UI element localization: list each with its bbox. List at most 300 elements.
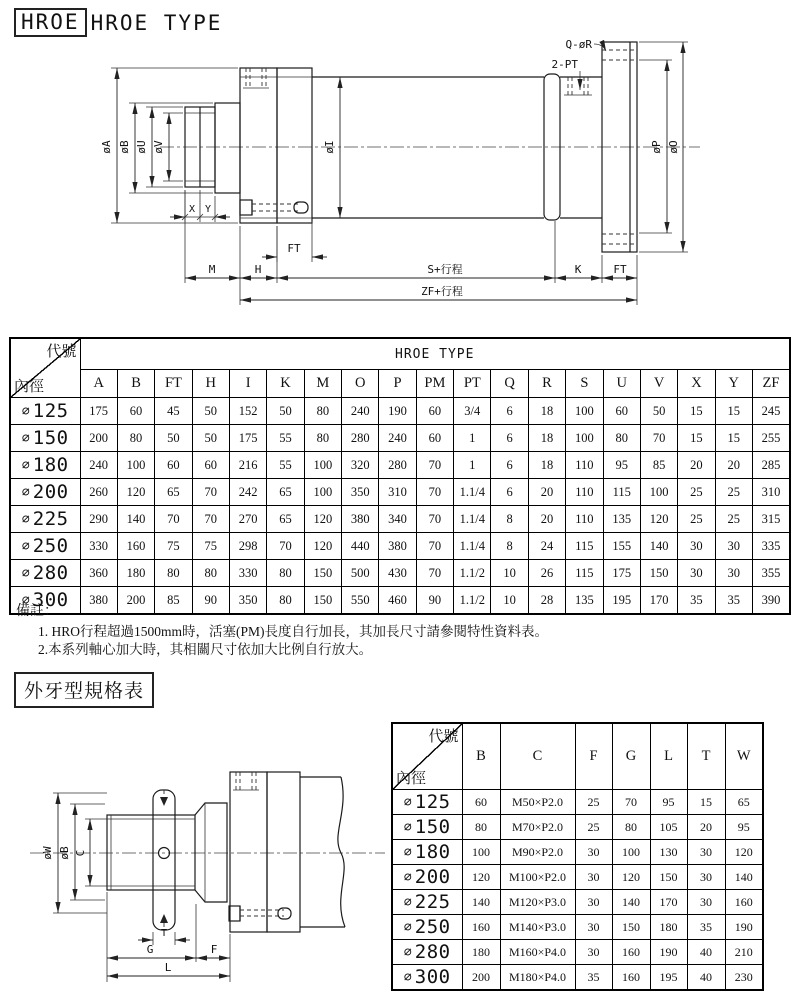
bore-label: ∅ 180 — [10, 452, 80, 479]
dim-value-cell: 460 — [379, 587, 416, 615]
dim-label-dia-a: øA — [100, 140, 113, 154]
dim-value-cell: 6 — [491, 479, 528, 506]
dim-value-cell: 1.1/4 — [454, 533, 491, 560]
column-header: M — [304, 370, 341, 398]
callout-2-pt: 2-PT — [551, 58, 578, 71]
table-row — [392, 790, 763, 815]
dim-value-cell: M140×P3.0 — [500, 915, 575, 940]
dim-value-cell: 280 — [342, 425, 379, 452]
cylinder-assembly-drawing — [0, 30, 800, 315]
dim-value-cell: M50×P2.0 — [500, 790, 575, 815]
bore-label: ∅ 200 — [392, 865, 462, 890]
dim-value-cell: 30 — [687, 840, 725, 865]
column-header: H — [192, 370, 229, 398]
dim-label-dia-b: øB — [118, 140, 131, 154]
dim-value-cell: 75 — [192, 533, 229, 560]
dim-value-cell: 60 — [603, 398, 640, 425]
dim-value-cell: 110 — [566, 479, 603, 506]
dim-value-cell: 180 — [117, 560, 154, 587]
table-row — [392, 890, 763, 915]
bore-label: ∅ 300 — [392, 965, 462, 991]
dim-value-cell: 25 — [575, 815, 612, 840]
dim-value-cell: 285 — [752, 452, 790, 479]
table-row — [10, 398, 790, 425]
dim-value-cell: 120 — [117, 479, 154, 506]
dim-value-cell: 150 — [304, 587, 341, 615]
dim-value-cell: 390 — [752, 587, 790, 615]
dim-value-cell: 20 — [687, 815, 725, 840]
dim-value-cell: 255 — [752, 425, 790, 452]
model-code-box: HROE — [14, 8, 87, 37]
callout-q-dia-r: Q-øR — [565, 38, 592, 51]
dim-value-cell: 440 — [342, 533, 379, 560]
dim-value-cell: 55 — [267, 425, 304, 452]
column-header: S — [566, 370, 603, 398]
dim-label-ft-left: FT — [287, 242, 301, 255]
dim-value-cell: 15 — [715, 425, 752, 452]
dim-value-cell: 100 — [304, 452, 341, 479]
dim-value-cell: 160 — [612, 965, 650, 991]
dim-value-cell: 280 — [379, 452, 416, 479]
dim-label-y: Y — [204, 204, 212, 215]
dim-value-cell: 30 — [715, 560, 752, 587]
bore-label: ∅ 180 — [392, 840, 462, 865]
column-header: K — [267, 370, 304, 398]
dim-label-dia-v: øV — [152, 140, 165, 154]
dim-value-cell: 240 — [379, 425, 416, 452]
dim-label-k: K — [574, 263, 582, 276]
dim-value-cell: 380 — [80, 587, 117, 615]
dim-value-cell: 70 — [192, 479, 229, 506]
dim-value-cell: 350 — [342, 479, 379, 506]
dim-value-cell: 50 — [640, 398, 677, 425]
dim-label-dia-w: øW — [41, 846, 54, 860]
dim-value-cell: 340 — [379, 506, 416, 533]
dim-value-cell: 15 — [715, 398, 752, 425]
dim-value-cell: 330 — [80, 533, 117, 560]
dim-value-cell: 1.1/2 — [454, 560, 491, 587]
external-thread-drawing — [0, 735, 390, 994]
dim-value-cell: 60 — [416, 425, 453, 452]
dim-value-cell: 10 — [491, 587, 528, 615]
dim-value-cell: 330 — [229, 560, 266, 587]
dim-value-cell: 30 — [575, 840, 612, 865]
doc-title-text: HROE TYPE — [90, 10, 223, 35]
dim-value-cell: 20 — [678, 452, 715, 479]
bore-label: ∅ 225 — [10, 506, 80, 533]
dim-value-cell: M70×P2.0 — [500, 815, 575, 840]
column-header: W — [725, 723, 763, 790]
bore-label: ∅ 150 — [392, 815, 462, 840]
dim-value-cell: 350 — [229, 587, 266, 615]
dim-value-cell: M90×P2.0 — [500, 840, 575, 865]
dim-value-cell: 80 — [612, 815, 650, 840]
dim-value-cell: 430 — [379, 560, 416, 587]
dim-value-cell: 240 — [80, 452, 117, 479]
dim-value-cell: 65 — [267, 479, 304, 506]
dim-value-cell: 70 — [416, 479, 453, 506]
dim-value-cell: 105 — [650, 815, 687, 840]
dim-value-cell: 30 — [715, 533, 752, 560]
column-header: T — [687, 723, 725, 790]
dim-value-cell: 155 — [603, 533, 640, 560]
dim-value-cell: 15 — [678, 398, 715, 425]
dim-value-cell: 6 — [491, 452, 528, 479]
notes-heading: 備註： — [16, 604, 58, 619]
column-header-row — [10, 370, 790, 398]
column-header: FT — [155, 370, 192, 398]
table-row — [392, 915, 763, 940]
column-header: Q — [491, 370, 528, 398]
dim-value-cell: 65 — [267, 506, 304, 533]
dim-value-cell: 45 — [155, 398, 192, 425]
column-header: I — [229, 370, 266, 398]
dim-value-cell: 80 — [117, 425, 154, 452]
external-thread-table — [391, 722, 764, 991]
dim-value-cell: 50 — [267, 398, 304, 425]
dim-label-ft-right: FT — [613, 263, 627, 276]
dim-value-cell: 30 — [575, 865, 612, 890]
dim-value-cell: 360 — [80, 560, 117, 587]
dim-value-cell: 310 — [752, 479, 790, 506]
bore-label: ∅ 280 — [10, 560, 80, 587]
dim-label-dia-b2: øB — [58, 846, 71, 860]
dim-value-cell: 60 — [462, 790, 500, 815]
dim-value-cell: 1.1/2 — [454, 587, 491, 615]
dim-value-cell: 80 — [267, 560, 304, 587]
dim-value-cell: 18 — [528, 425, 565, 452]
dim-value-cell: 245 — [752, 398, 790, 425]
dim-value-cell: 70 — [612, 790, 650, 815]
dim-label-h: H — [254, 263, 262, 276]
column-header: U — [603, 370, 640, 398]
dim-value-cell: 115 — [566, 560, 603, 587]
dim-value-cell: 26 — [528, 560, 565, 587]
dim-value-cell: 35 — [715, 587, 752, 615]
dim-value-cell: 120 — [304, 533, 341, 560]
dim-value-cell: 70 — [267, 533, 304, 560]
dim-value-cell: 120 — [304, 506, 341, 533]
dim-value-cell: M100×P2.0 — [500, 865, 575, 890]
dim-value-cell: 35 — [678, 587, 715, 615]
dim-value-cell: 210 — [725, 940, 763, 965]
dim-value-cell: 30 — [678, 560, 715, 587]
column-header: O — [342, 370, 379, 398]
table-row — [10, 506, 790, 533]
dim-value-cell: 65 — [725, 790, 763, 815]
dim-value-cell: 110 — [566, 506, 603, 533]
dim-value-cell: 30 — [575, 915, 612, 940]
column-header-row — [392, 723, 763, 790]
column-header: R — [528, 370, 565, 398]
dim-label-l: L — [164, 961, 172, 974]
dim-value-cell: 30 — [678, 533, 715, 560]
dim-value-cell: 190 — [650, 940, 687, 965]
hroe-dimension-table — [9, 337, 791, 615]
dim-value-cell: 152 — [229, 398, 266, 425]
dim-value-cell: 140 — [462, 890, 500, 915]
dim-value-cell: 170 — [640, 587, 677, 615]
bore-label: ∅ 280 — [392, 940, 462, 965]
dim-value-cell: 175 — [80, 398, 117, 425]
table-row — [392, 840, 763, 865]
bore-label: ∅ 300 — [10, 587, 80, 615]
dim-value-cell: 100 — [566, 398, 603, 425]
dim-label-t: T — [160, 928, 168, 939]
dim-value-cell: 70 — [155, 506, 192, 533]
table-row — [392, 940, 763, 965]
dim-value-cell: 180 — [462, 940, 500, 965]
dim-value-cell: 1.1/4 — [454, 506, 491, 533]
bore-label: ∅ 125 — [10, 398, 80, 425]
dim-value-cell: 30 — [687, 890, 725, 915]
table-row — [10, 425, 790, 452]
note-item: 1. HRO行程超過1500mm時，活塞(PM)長度自行加長，其加長尺寸請參閱特性資料表。 — [38, 623, 549, 639]
dim-value-cell: 85 — [155, 587, 192, 615]
dim-value-cell: 50 — [192, 398, 229, 425]
note-item: 2.本系列軸心加大時，其相關尺寸依加大比例自行放大。 — [38, 642, 373, 658]
dim-value-cell: 80 — [155, 560, 192, 587]
bore-label: ∅ 225 — [392, 890, 462, 915]
dim-value-cell: 240 — [342, 398, 379, 425]
dim-label-dia-o: øO — [667, 140, 680, 154]
dim-value-cell: 95 — [603, 452, 640, 479]
dim-label-dia-u: øU — [135, 140, 148, 154]
column-header: G — [612, 723, 650, 790]
dim-value-cell: 310 — [379, 479, 416, 506]
dim-value-cell: 60 — [117, 398, 154, 425]
column-header: B — [462, 723, 500, 790]
dim-label-dia-i: øI — [323, 140, 336, 154]
dim-value-cell: 25 — [678, 479, 715, 506]
dim-value-cell: 50 — [155, 425, 192, 452]
dim-label-dia-p: øP — [650, 140, 663, 154]
dim-value-cell: 140 — [725, 865, 763, 890]
dim-value-cell: 160 — [612, 940, 650, 965]
dim-value-cell: 28 — [528, 587, 565, 615]
dim-value-cell: M180×P4.0 — [500, 965, 575, 991]
dim-value-cell: 180 — [650, 915, 687, 940]
table-corner-cell — [10, 338, 80, 398]
dim-value-cell: 298 — [229, 533, 266, 560]
notes-list — [38, 623, 548, 659]
corner-label-code: 代號 — [428, 728, 459, 745]
dim-value-cell: 25 — [575, 790, 612, 815]
dim-value-cell: 100 — [462, 840, 500, 865]
table-row — [392, 865, 763, 890]
table-row — [10, 560, 790, 587]
bore-label: ∅ 250 — [10, 533, 80, 560]
dim-value-cell: 175 — [603, 560, 640, 587]
dim-value-cell: 140 — [117, 506, 154, 533]
column-header: B — [117, 370, 154, 398]
dim-value-cell: 70 — [640, 425, 677, 452]
dim-label-zf-stroke: ZF+行程 — [421, 285, 463, 298]
dim-value-cell: 30 — [575, 940, 612, 965]
dim-value-cell: 100 — [612, 840, 650, 865]
dim-value-cell: 320 — [342, 452, 379, 479]
dim-value-cell: 200 — [462, 965, 500, 991]
bore-label: ∅ 250 — [392, 915, 462, 940]
dim-value-cell: 135 — [603, 506, 640, 533]
column-header: ZF — [752, 370, 790, 398]
dim-value-cell: 8 — [491, 506, 528, 533]
dim-value-cell: 90 — [416, 587, 453, 615]
dim-value-cell: 60 — [416, 398, 453, 425]
column-header: V — [640, 370, 677, 398]
dim-value-cell: 35 — [575, 965, 612, 991]
dim-value-cell: 380 — [342, 506, 379, 533]
corner-label-bore: 內徑 — [14, 378, 45, 395]
dim-value-cell: 25 — [678, 506, 715, 533]
table-row — [392, 965, 763, 991]
dim-value-cell: 90 — [192, 587, 229, 615]
dim-value-cell: 175 — [229, 425, 266, 452]
dim-value-cell: 150 — [612, 915, 650, 940]
dim-value-cell: 35 — [687, 915, 725, 940]
dim-value-cell: 100 — [566, 425, 603, 452]
dim-value-cell: 55 — [267, 452, 304, 479]
dim-value-cell: 355 — [752, 560, 790, 587]
dim-value-cell: 18 — [528, 398, 565, 425]
corner-label-bore: 內徑 — [396, 770, 427, 787]
dim-value-cell: 40 — [687, 940, 725, 965]
dim-value-cell: 200 — [117, 587, 154, 615]
dim-value-cell: 150 — [304, 560, 341, 587]
dim-value-cell: 60 — [192, 452, 229, 479]
dim-value-cell: 15 — [687, 790, 725, 815]
column-header: PT — [454, 370, 491, 398]
dim-value-cell: 18 — [528, 452, 565, 479]
dim-value-cell: 65 — [155, 479, 192, 506]
dim-value-cell: 290 — [80, 506, 117, 533]
column-header: A — [80, 370, 117, 398]
dim-value-cell: 15 — [678, 425, 715, 452]
corner-label-code: 代號 — [46, 343, 77, 360]
dim-value-cell: 1 — [454, 452, 491, 479]
dim-value-cell: 60 — [155, 452, 192, 479]
dim-value-cell: 20 — [528, 479, 565, 506]
column-header: F — [575, 723, 612, 790]
dim-value-cell: 1.1/4 — [454, 479, 491, 506]
dim-value-cell: 270 — [229, 506, 266, 533]
dim-label-c: C — [74, 849, 87, 857]
dim-value-cell: 95 — [650, 790, 687, 815]
dim-value-cell: 200 — [80, 425, 117, 452]
dim-value-cell: 500 — [342, 560, 379, 587]
dim-value-cell: 70 — [416, 506, 453, 533]
dim-value-cell: 25 — [715, 479, 752, 506]
dim-value-cell: 80 — [603, 425, 640, 452]
dim-value-cell: 550 — [342, 587, 379, 615]
external-thread-section-title: 外牙型規格表 — [14, 672, 154, 708]
dim-value-cell: 110 — [566, 452, 603, 479]
dim-value-cell: 80 — [304, 398, 341, 425]
dim-value-cell: 80 — [192, 560, 229, 587]
dim-value-cell: 190 — [379, 398, 416, 425]
dim-value-cell: 85 — [640, 452, 677, 479]
dim-value-cell: 195 — [650, 965, 687, 991]
dim-value-cell: 315 — [752, 506, 790, 533]
dim-label-g: G — [146, 943, 154, 956]
dim-value-cell: 80 — [304, 425, 341, 452]
dim-value-cell: 24 — [528, 533, 565, 560]
dim-value-cell: 70 — [416, 533, 453, 560]
dim-value-cell: 70 — [192, 506, 229, 533]
dim-value-cell: 120 — [462, 865, 500, 890]
dim-value-cell: 80 — [267, 587, 304, 615]
dim-value-cell: 10 — [491, 560, 528, 587]
dim-value-cell: 140 — [612, 890, 650, 915]
dim-label-m: M — [208, 263, 216, 276]
dim-value-cell: 242 — [229, 479, 266, 506]
dim-value-cell: 380 — [379, 533, 416, 560]
dim-value-cell: 195 — [603, 587, 640, 615]
dim-value-cell: 150 — [650, 865, 687, 890]
dim-value-cell: 1 — [454, 425, 491, 452]
bore-label: ∅ 150 — [10, 425, 80, 452]
dim-value-cell: 95 — [725, 815, 763, 840]
dim-value-cell: 130 — [650, 840, 687, 865]
dim-value-cell: 140 — [640, 533, 677, 560]
column-header: L — [650, 723, 687, 790]
dim-value-cell: 40 — [687, 965, 725, 991]
table-corner-cell — [392, 723, 462, 790]
dim-value-cell: 190 — [725, 915, 763, 940]
dim-value-cell: 120 — [725, 840, 763, 865]
dim-value-cell: 3/4 — [454, 398, 491, 425]
table-row — [10, 452, 790, 479]
dim-value-cell: 100 — [304, 479, 341, 506]
dim-value-cell: 160 — [462, 915, 500, 940]
dim-value-cell: 160 — [725, 890, 763, 915]
dim-value-cell: 100 — [117, 452, 154, 479]
dim-value-cell: 120 — [612, 865, 650, 890]
column-header: P — [379, 370, 416, 398]
dim-value-cell: M120×P3.0 — [500, 890, 575, 915]
dim-value-cell: 260 — [80, 479, 117, 506]
bore-label: ∅ 200 — [10, 479, 80, 506]
column-header: Y — [715, 370, 752, 398]
dim-value-cell: 115 — [566, 533, 603, 560]
dim-value-cell: 216 — [229, 452, 266, 479]
notes-block — [16, 603, 548, 659]
dim-label-s-stroke: S+行程 — [427, 263, 463, 276]
dim-value-cell: 80 — [462, 815, 500, 840]
dim-value-cell: 30 — [687, 865, 725, 890]
dim-value-cell: 70 — [416, 452, 453, 479]
dim-value-cell: 20 — [715, 452, 752, 479]
dim-value-cell: 75 — [155, 533, 192, 560]
dim-value-cell: 50 — [192, 425, 229, 452]
dim-label-x: X — [188, 204, 196, 215]
column-header: PM — [416, 370, 453, 398]
column-header: X — [678, 370, 715, 398]
dim-value-cell: 30 — [575, 890, 612, 915]
dim-value-cell: 120 — [640, 506, 677, 533]
column-header: C — [500, 723, 575, 790]
dim-value-cell: 70 — [416, 560, 453, 587]
dim-value-cell: M160×P4.0 — [500, 940, 575, 965]
dim-value-cell: 8 — [491, 533, 528, 560]
dim-value-cell: 335 — [752, 533, 790, 560]
dim-value-cell: 115 — [603, 479, 640, 506]
table-row — [10, 479, 790, 506]
dim-value-cell: 160 — [117, 533, 154, 560]
dim-value-cell: 135 — [566, 587, 603, 615]
dim-value-cell: 230 — [725, 965, 763, 991]
dim-value-cell: 20 — [528, 506, 565, 533]
